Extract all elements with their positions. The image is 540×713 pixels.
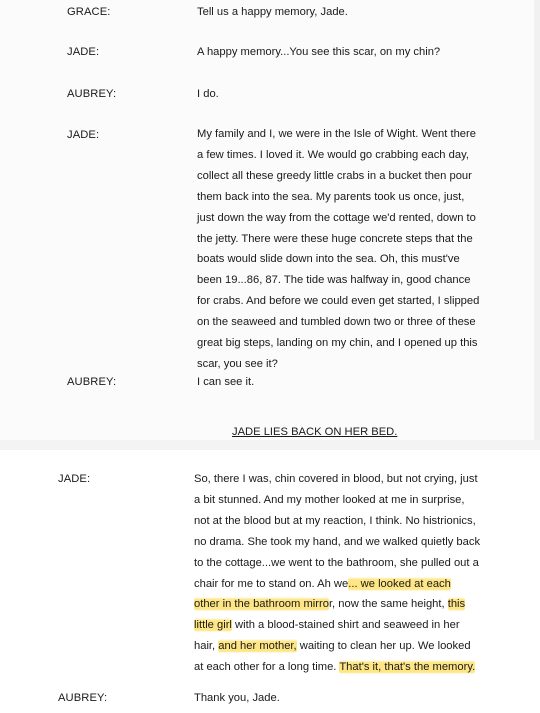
highlight: other in the bathroom mirro bbox=[194, 598, 329, 611]
speech-line: at each other for a long time. That's it, that's the memory. bbox=[194, 661, 476, 674]
speaker-jade: JADE: bbox=[67, 129, 100, 141]
speech-jade-1 bbox=[197, 42, 497, 63]
speaker-jade: JADE: bbox=[67, 46, 100, 58]
highlight: That's it, that's the memory. bbox=[339, 661, 476, 674]
speaker-jade: JADE: bbox=[58, 473, 91, 485]
speech-line: other in the bathroom mirror, now the same height, this bbox=[194, 598, 466, 611]
speech-line: A happy memory...You see this scar, on my chin? bbox=[197, 46, 441, 58]
speech-line: boats would slide down into the sea. Oh, this must've bbox=[197, 253, 460, 266]
speech-line: I do. bbox=[197, 88, 219, 100]
speech-line: for crabs. And before we could even get started, I slipped bbox=[197, 295, 480, 308]
speech-line: hair, and her mother, waiting to clean her up. We looked bbox=[194, 640, 471, 653]
speech-line: great big steps, landing on my chin, and I opened up this bbox=[197, 337, 478, 350]
highlight: this bbox=[447, 598, 466, 611]
speech-line: scar, you see it? bbox=[197, 357, 278, 370]
speech-line: a few times. I loved it. We would go crabbing each day, bbox=[197, 148, 469, 161]
speaker-grace: GRACE: bbox=[67, 6, 111, 18]
speech-line: chair for me to stand on. Ah we... we looked at each bbox=[194, 577, 451, 590]
speech-line: not at the blood but at my reaction, I think. No histrionics, bbox=[194, 514, 476, 527]
speech-aubrey-3 bbox=[194, 688, 494, 709]
highlight: and her mother, bbox=[218, 640, 297, 653]
speech-line: to the cottage...we went to the bathroom, she pulled out a bbox=[194, 556, 479, 569]
speech-line: I can see it. bbox=[197, 376, 255, 388]
page-right-edge bbox=[534, 0, 540, 440]
speaker-aubrey: AUBREY: bbox=[67, 88, 117, 100]
speech-line: My family and I, we were in the Isle of Wight. Went there bbox=[197, 128, 476, 140]
speech-aubrey-2 bbox=[197, 372, 497, 393]
highlight: ... we looked at each bbox=[348, 577, 451, 590]
speech-line: on the seaweed and tumbled down two or three of these bbox=[197, 316, 476, 329]
speech-line: Thank you, Jade. bbox=[194, 692, 280, 704]
speech-jade-3 bbox=[194, 469, 494, 678]
speech-line: just down the way from the cottage we'd rented, down to bbox=[197, 211, 476, 224]
speech-line: the jetty. There were these huge concrete steps that the bbox=[197, 232, 473, 245]
stage-direction: JADE LIES BACK ON HER BED. bbox=[232, 426, 398, 438]
highlight: little girl bbox=[194, 619, 232, 632]
speech-line: been 19...86, 87. The tide was halfway in, good chance bbox=[197, 274, 471, 287]
speaker-aubrey: AUBREY: bbox=[58, 692, 108, 704]
speech-jade-2 bbox=[197, 124, 497, 375]
speech-line: So, there I was, chin covered in blood, but not crying, just bbox=[194, 473, 478, 485]
speech-line: no drama. She took my hand, and we walked quietly back bbox=[194, 535, 481, 548]
speaker-aubrey: AUBREY: bbox=[67, 376, 117, 388]
page-break-gap bbox=[0, 440, 540, 450]
speech-line: them back into the sea. My parents took us once, just, bbox=[197, 190, 465, 203]
speech-aubrey-1 bbox=[197, 84, 497, 105]
speech-line: a bit stunned. And my mother looked at me in surprise, bbox=[194, 493, 465, 506]
speech-line: collect all these greedy little crabs in a bucket then pour bbox=[197, 169, 472, 182]
speech-line: Tell us a happy memory, Jade. bbox=[197, 6, 348, 18]
speech-line: little girl with a blood-stained shirt and seaweed in her bbox=[194, 619, 460, 632]
speech-grace bbox=[197, 2, 497, 23]
